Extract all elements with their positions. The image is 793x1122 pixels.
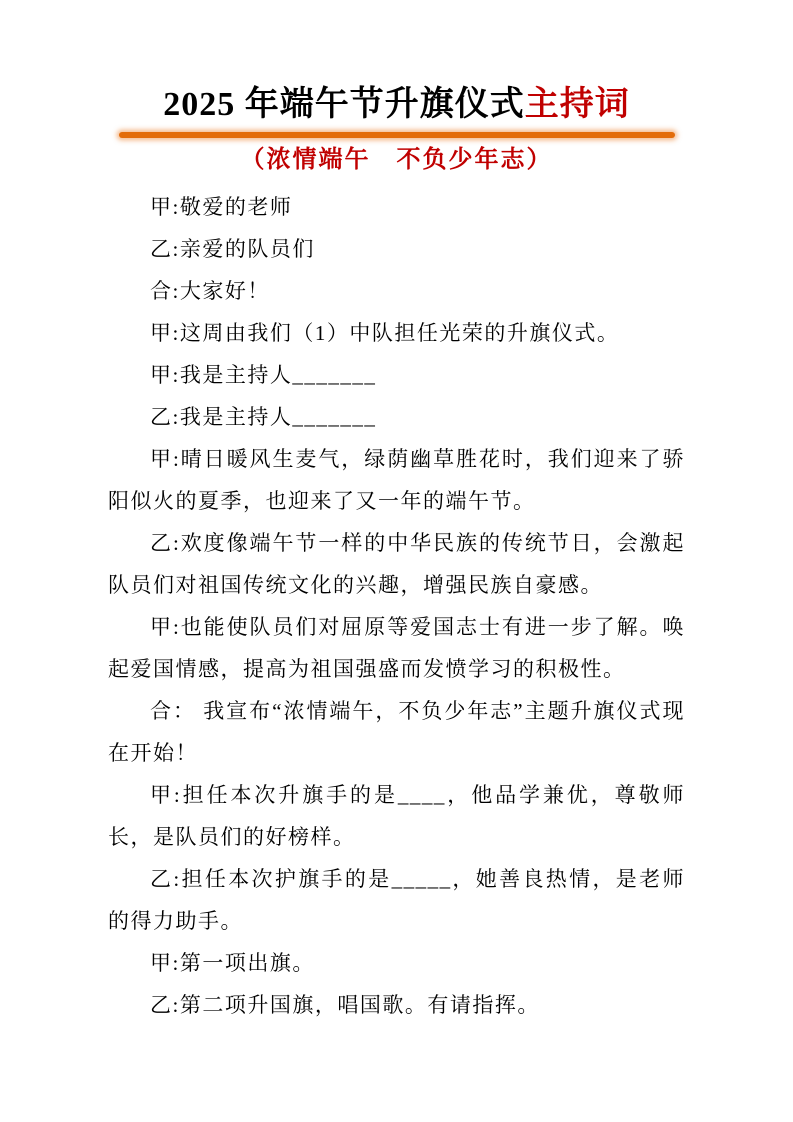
title-divider-rule [119, 132, 675, 138]
dialogue-line-with-blank: 乙:担任本次护旗手的是_____，她善良热情，是老师的得力助手。 [108, 866, 685, 933]
dialogue-line: 甲:敬爱的老师 [150, 194, 293, 219]
dialogue-line: 乙:第二项升国旗，唱国歌。有请指挥。 [150, 992, 540, 1017]
dialogue-line: 合： 我宣布“浓情端午，不负少年志”主题升旗仪式现在开始！ [108, 698, 685, 765]
dialogue-line: 甲:这周由我们（1）中队担任光荣的升旗仪式。 [150, 320, 620, 345]
page-title-red-part: 主持词 [524, 86, 630, 123]
dialogue-line: 乙:欢度像端午节一样的中华民族的传统节日，会激起队员们对祖国传统文化的兴趣，增强民族自豪感。 [108, 530, 685, 597]
dialogue-line: 甲:第一项出旗。 [150, 950, 315, 975]
page-title-black-part: 2025 年端午节升旗仪式 [163, 86, 525, 123]
dialogue-line: 甲:晴日暖风生麦气，绿荫幽草胜花时，我们迎来了骄阳似火的夏季，也迎来了又一年的端午节。 [108, 446, 685, 513]
dialogue-line-with-blank: 甲:我是主持人_______ [150, 362, 377, 387]
dialogue-line: 合:大家好！ [150, 278, 270, 303]
dialogue-line: 甲:也能使队员们对屈原等爱国志士有进一步了解。唤起爱国情感，提高为祖国强盛而发愤学习的积极性。 [108, 614, 685, 681]
page-title [0, 0, 793, 127]
page-subtitle: （浓情端午 不负少年志） [240, 146, 553, 173]
dialogue-line-with-blank: 甲:担任本次升旗手的是____，他品学兼优，尊敬师长，是队员们的好榜样。 [108, 782, 685, 849]
dialogue-line-with-blank: 乙:我是主持人_______ [150, 404, 377, 429]
document-body [108, 186, 685, 1026]
dialogue-line: 乙:亲爱的队员们 [150, 236, 315, 261]
